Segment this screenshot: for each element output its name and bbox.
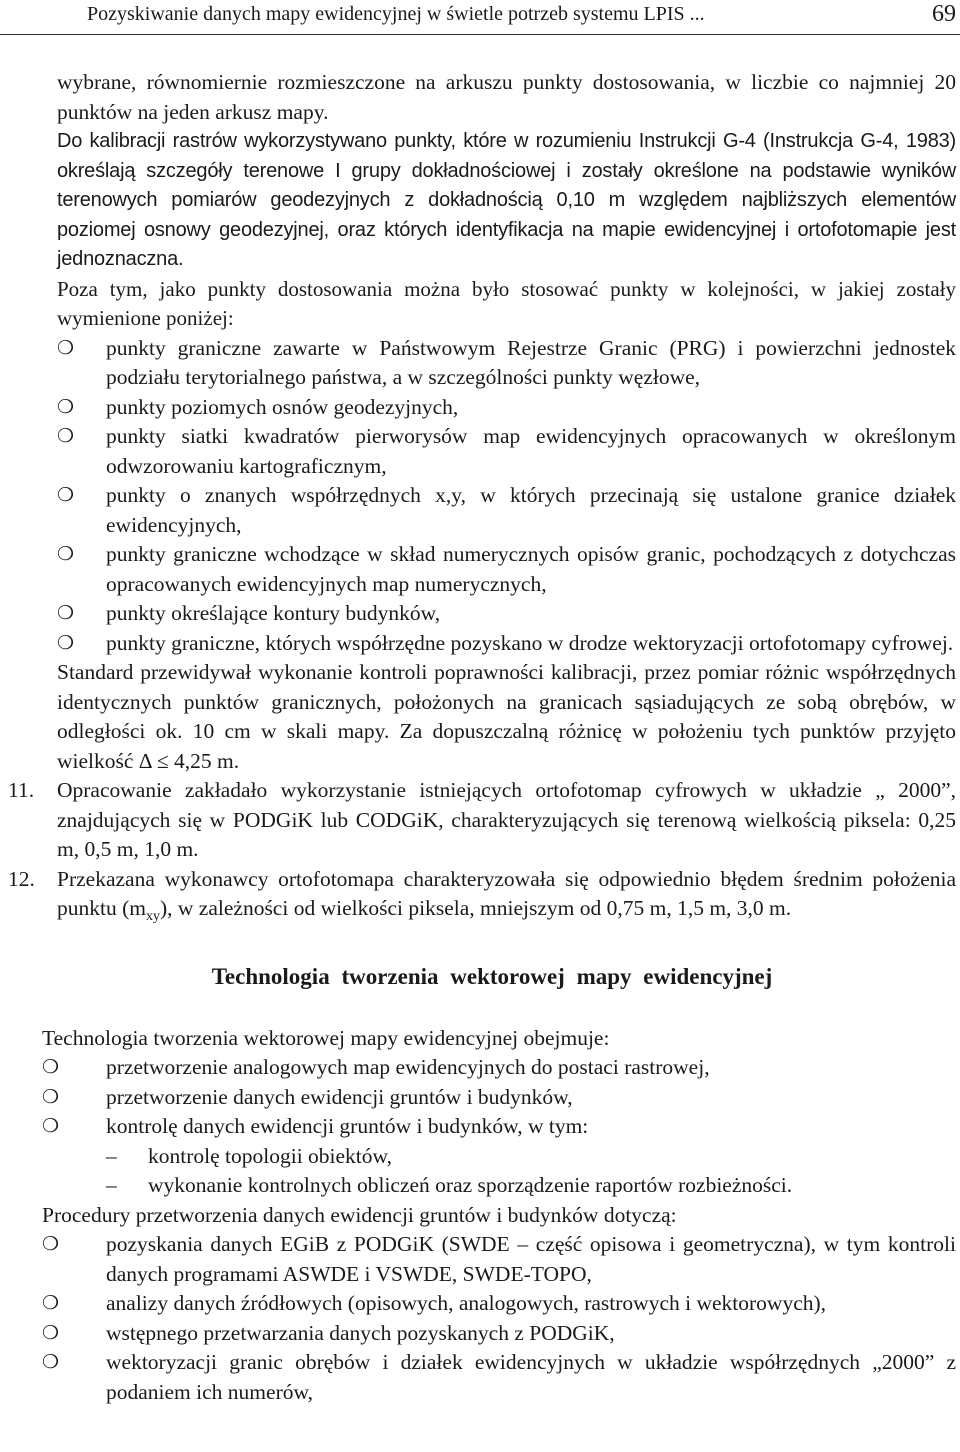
paragraph-technology-intro: Technologia tworzenia wektorowej mapy ewidencyjnej obejmuje: bbox=[42, 1025, 610, 1050]
bullet-icon: ❍ bbox=[57, 631, 75, 654]
item-text: Opracowanie zakładało wykorzystanie istniejących ortofotomap cyfrowych w układzie „ 2000”, znajdujących się w PODGiK lub CODGiK, charakteryzujących się terenową wielkością piksela: 0,25 m, 0,5 m, 1,0 m. bbox=[57, 778, 956, 861]
list-item: ❍ analizy danych źródłowych (opisowych, analogowych, rastrowych i wektorowych), bbox=[0, 1289, 960, 1319]
bullet-icon: ❍ bbox=[42, 1056, 60, 1078]
list-item: ❍ kontrolę danych ewidencji gruntów i budynków, w tym: bbox=[0, 1112, 960, 1142]
bullet-icon: ❍ bbox=[57, 602, 75, 624]
bullet-list-points bbox=[0, 334, 960, 659]
dash-mark: – bbox=[106, 1173, 117, 1197]
paragraph-besides: Poza tym, jako punkty dostosowania można było stosować punkty w kolejności, w jakiej zostały wymienione poniżej: bbox=[57, 276, 956, 330]
dash-item: – kontrolę topologii obiektów, bbox=[0, 1142, 960, 1172]
numbered-item-11 bbox=[0, 776, 960, 865]
bullet-icon: ❍ bbox=[57, 484, 75, 506]
item-text-part-a: Przekazana wykonawcy ortofotomapa charakteryzowała się odpowiednio błędem średnim położenia punktu (m bbox=[57, 866, 956, 920]
bullet-icon: ❍ bbox=[57, 395, 75, 418]
dash-item: – wykonanie kontrolnych obliczeń oraz sporządzenie raportów rozbieżności. bbox=[0, 1171, 960, 1201]
numbered-item-12 bbox=[0, 865, 960, 924]
item-number: 12. bbox=[8, 866, 35, 891]
list-item: ❍ wstępnego przetwarzania danych pozyskanych z PODGiK, bbox=[0, 1319, 960, 1349]
dash-list bbox=[0, 1142, 960, 1201]
list-item: ❍ punkty graniczne zawarte w Państwowym Rejestrze Granic (PRG) i powierzchni jednostek podziału terytorialnego państwa, a w szczególności punkty węzłowe, bbox=[57, 335, 956, 389]
page-content bbox=[0, 68, 960, 1407]
bullet-icon: ❍ bbox=[42, 1292, 60, 1314]
item-number: 11. bbox=[8, 778, 35, 802]
list-item: ❍ punkty poziomych osnów geodezyjnych, bbox=[0, 393, 960, 423]
list-item: ❍ przetworzenie danych ewidencji gruntów i budynków, bbox=[0, 1083, 960, 1113]
list-item: ❍ punkty graniczne wchodzące w skład numerycznych opisów granic, pochodzących z dotychczas opracowanych ewidencyjnych map numerycznych, bbox=[57, 542, 956, 596]
section-heading: Technologia tworzenia wektorowej mapy ewidencyjnej bbox=[211, 963, 773, 989]
paragraph-intro: wybrane, równomiernie rozmieszczone na arkuszu punkty dostosowania, w liczbie co najmniej 20 punktów na jeden arkusz mapy. bbox=[57, 70, 956, 124]
bullet-icon: ❍ bbox=[57, 336, 75, 359]
list-item: ❍ punkty określające kontury budynków, bbox=[0, 599, 960, 629]
item-text-part-b: ), w zależności od wielkości piksela, mniejszym od 0,75 m, 1,5 m, 3,0 m. bbox=[159, 896, 792, 920]
running-title: Pozyskiwanie danych mapy ewidencyjnej w świetle potrzeb systemu LPIS ... bbox=[87, 3, 705, 25]
list-item: ❍ wektoryzacji granic obrębów i działek ewidencyjnych w układzie współrzędnych „2000” z podaniem ich numerów, bbox=[42, 1350, 956, 1404]
page-header bbox=[0, 0, 960, 35]
bullet-list-technology bbox=[0, 1053, 960, 1142]
list-item: ❍ punkty siatki kwadratów pierworysów map ewidencyjnych opracowanych w określonym odwzorowaniu kartograficznym, bbox=[57, 424, 956, 478]
bullet-icon: ❍ bbox=[42, 1233, 60, 1255]
dash-mark: – bbox=[106, 1143, 117, 1168]
paragraph-calibration: Do kalibracji rastrów wykorzystywano punkty, które w rozumieniu Instrukcji G-4 (Instrukcja G-4, 1983) określają szczegóły terenowe I grupy dokładnościowej i zostały określone na podstawie wyników terenowych pomiarów geodezyjnych z dokładnością 0,10 m względem najbliższych elementów poziomej osnowy geodezyjnej, oraz których identyfikacja na mapie ewidencyjnej i ortofotomapie jest jednoznaczna. bbox=[57, 130, 956, 270]
bullet-list-procedures bbox=[0, 1230, 960, 1407]
subscript-xy: xy bbox=[145, 909, 160, 924]
paragraph-standard: Standard przewidywał wykonanie kontroli poprawności kalibracji, przez pomiar różnic współrzędnych identycznych punktów granicznych, położonych na granicach sąsiadujących ze sobą obrębów, w odległości ok. 10 cm w skali mapy. Za dopuszczalną różnicę w położeniu tych punktów przyjęto wielkość Δ ≤ 4,25 m. bbox=[57, 660, 956, 773]
list-item: ❍ przetworzenie analogowych map ewidencyjnych do postaci rastrowej, bbox=[0, 1053, 960, 1083]
paragraph-procedures-intro: Procedury przetworzenia danych ewidencji gruntów i budynków dotyczą: bbox=[42, 1202, 677, 1227]
bullet-icon: ❍ bbox=[57, 425, 75, 447]
bullet-icon: ❍ bbox=[42, 1321, 60, 1344]
page-number: 69 bbox=[932, 1, 956, 27]
list-item: ❍ pozyskania danych EGiB z PODGiK (SWDE – część opisowa i geometryczna), w tym kontroli danych programami ASWDE i VSWDE, SWDE-TOPO, bbox=[42, 1232, 956, 1286]
bullet-icon: ❍ bbox=[42, 1115, 60, 1137]
bullet-icon: ❍ bbox=[42, 1351, 60, 1373]
bullet-icon: ❍ bbox=[57, 543, 75, 565]
list-item: ❍ punkty o znanych współrzędnych x,y, w których przecinają się ustalone granice działek ewidencyjnych, bbox=[57, 483, 956, 537]
bullet-icon: ❍ bbox=[42, 1085, 60, 1108]
list-item: ❍ punkty graniczne, których współrzędne pozyskano w drodze wektoryzacji ortofotomapy cyfrowej. bbox=[0, 629, 960, 659]
